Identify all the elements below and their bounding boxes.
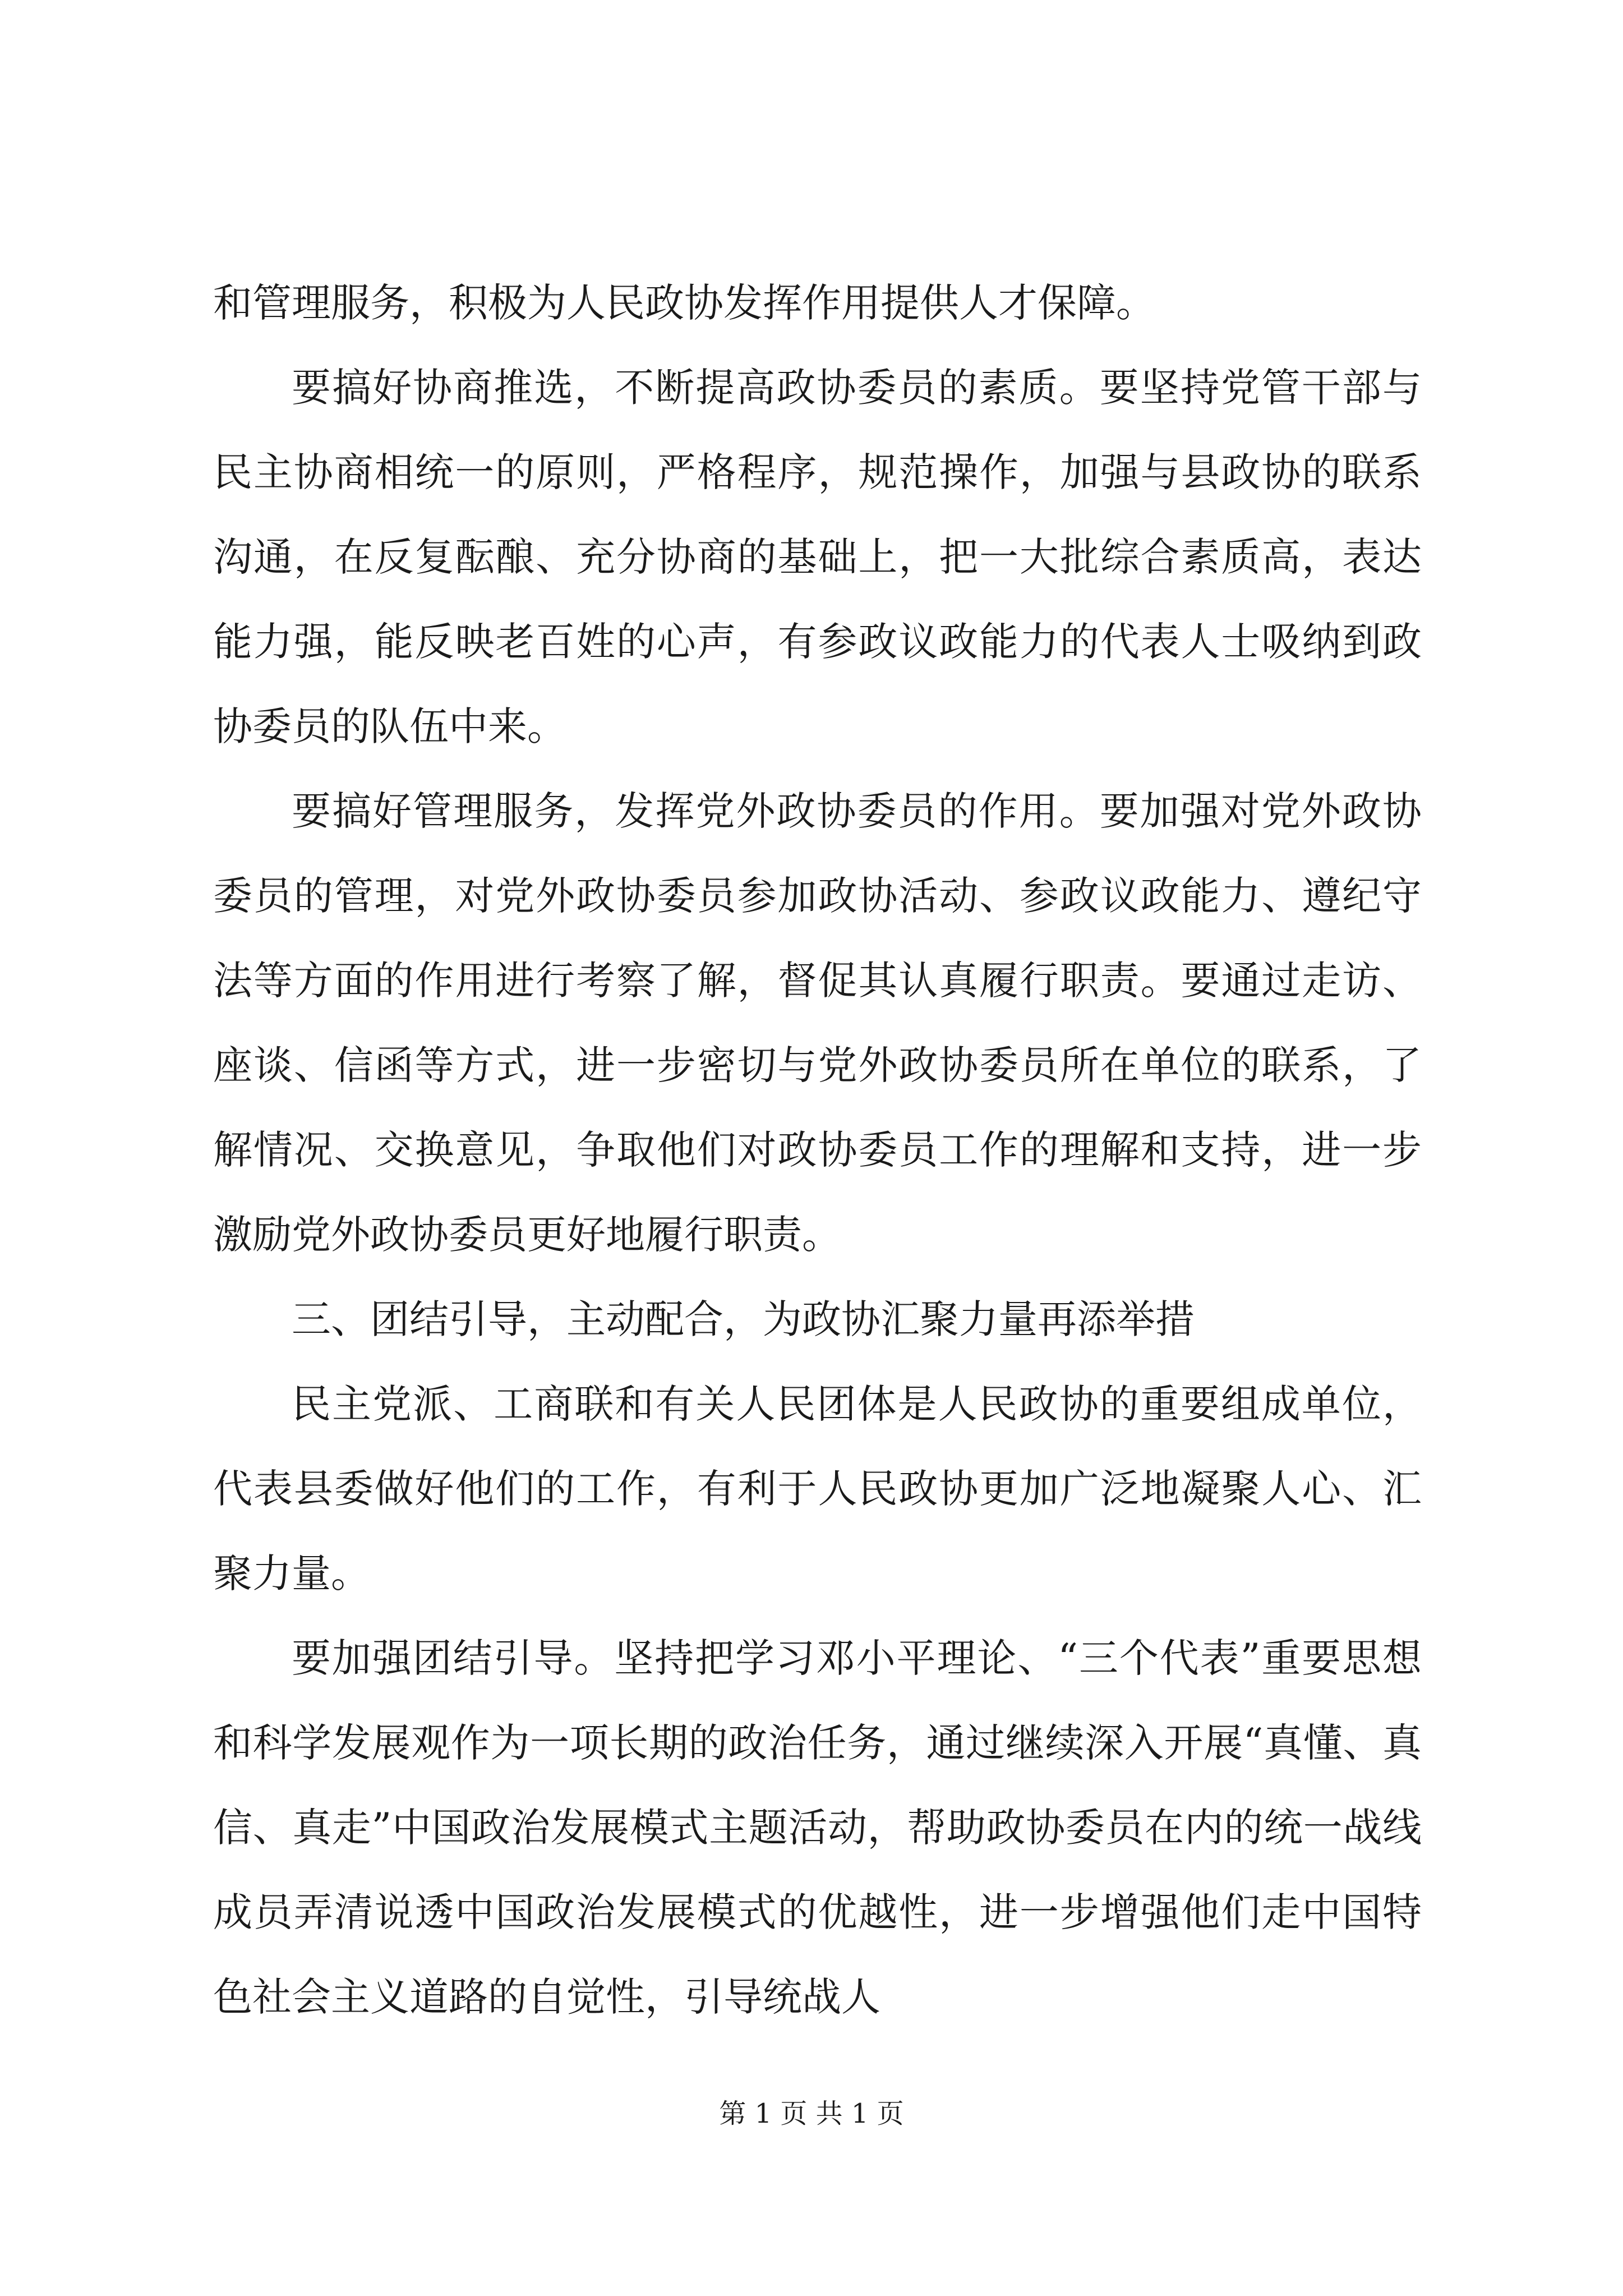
page-footer: 第 1 页 共 1 页 [719, 2098, 904, 2129]
paragraph-3: 要搞好管理服务，发挥党外政协委员的作用。要加强对党外政协委员的管理，对党外政协委员参加政协活动、参政议政能力、遵纪守法等方面的作用进行考察了解，督促其认真履行职责。要通过走访、座谈、信函等方式，进一步密切与党外政协委员所在单位的联系，了解情况、交换意见，争取他们对政协委员工作的理解和支持，进一步激励党外政协委员更好地履行职责。 [213, 788, 1422, 1258]
paragraph-2: 要搞好协商推选，不断提高政协委员的素质。要坚持党管干部与民主协商相统一的原则，严格程序，规范操作，加强与县政协的联系沟通，在反复酝酿、充分协商的基础上，把一大批综合素质高，表达能力强，能反映老百姓的心声，有参政议政能力的代表人士吸纳到政协委员的队伍中来。 [213, 365, 1422, 749]
paragraph-1: 和管理服务，积极为人民政协发挥作用提供人才保障。 [213, 280, 1155, 326]
paragraph-5: 要加强团结引导。坚持把学习邓小平理论、“三个代表”重要思想和科学发展观作为一项长期的政治任务，通过继续深入开展“真懂、真信、真走”中国政治发展模式主题活动，帮助政协委员在内的统一战线成员弄清说透中国政治发展模式的优越性，进一步增强他们走中国特色社会主义道路的自觉性，引导统战人 [213, 1635, 1422, 2020]
section-heading: 三、团结引导，主动配合，为政协汇聚力量再添举措 [292, 1296, 1195, 1342]
paragraph-4: 民主党派、工商联和有关人民团体是人民政协的重要组成单位，代表县委做好他们的工作，有利于人民政协更加广泛地凝聚人心、汇聚力量。 [213, 1381, 1422, 1596]
document-body [213, 261, 1422, 2040]
